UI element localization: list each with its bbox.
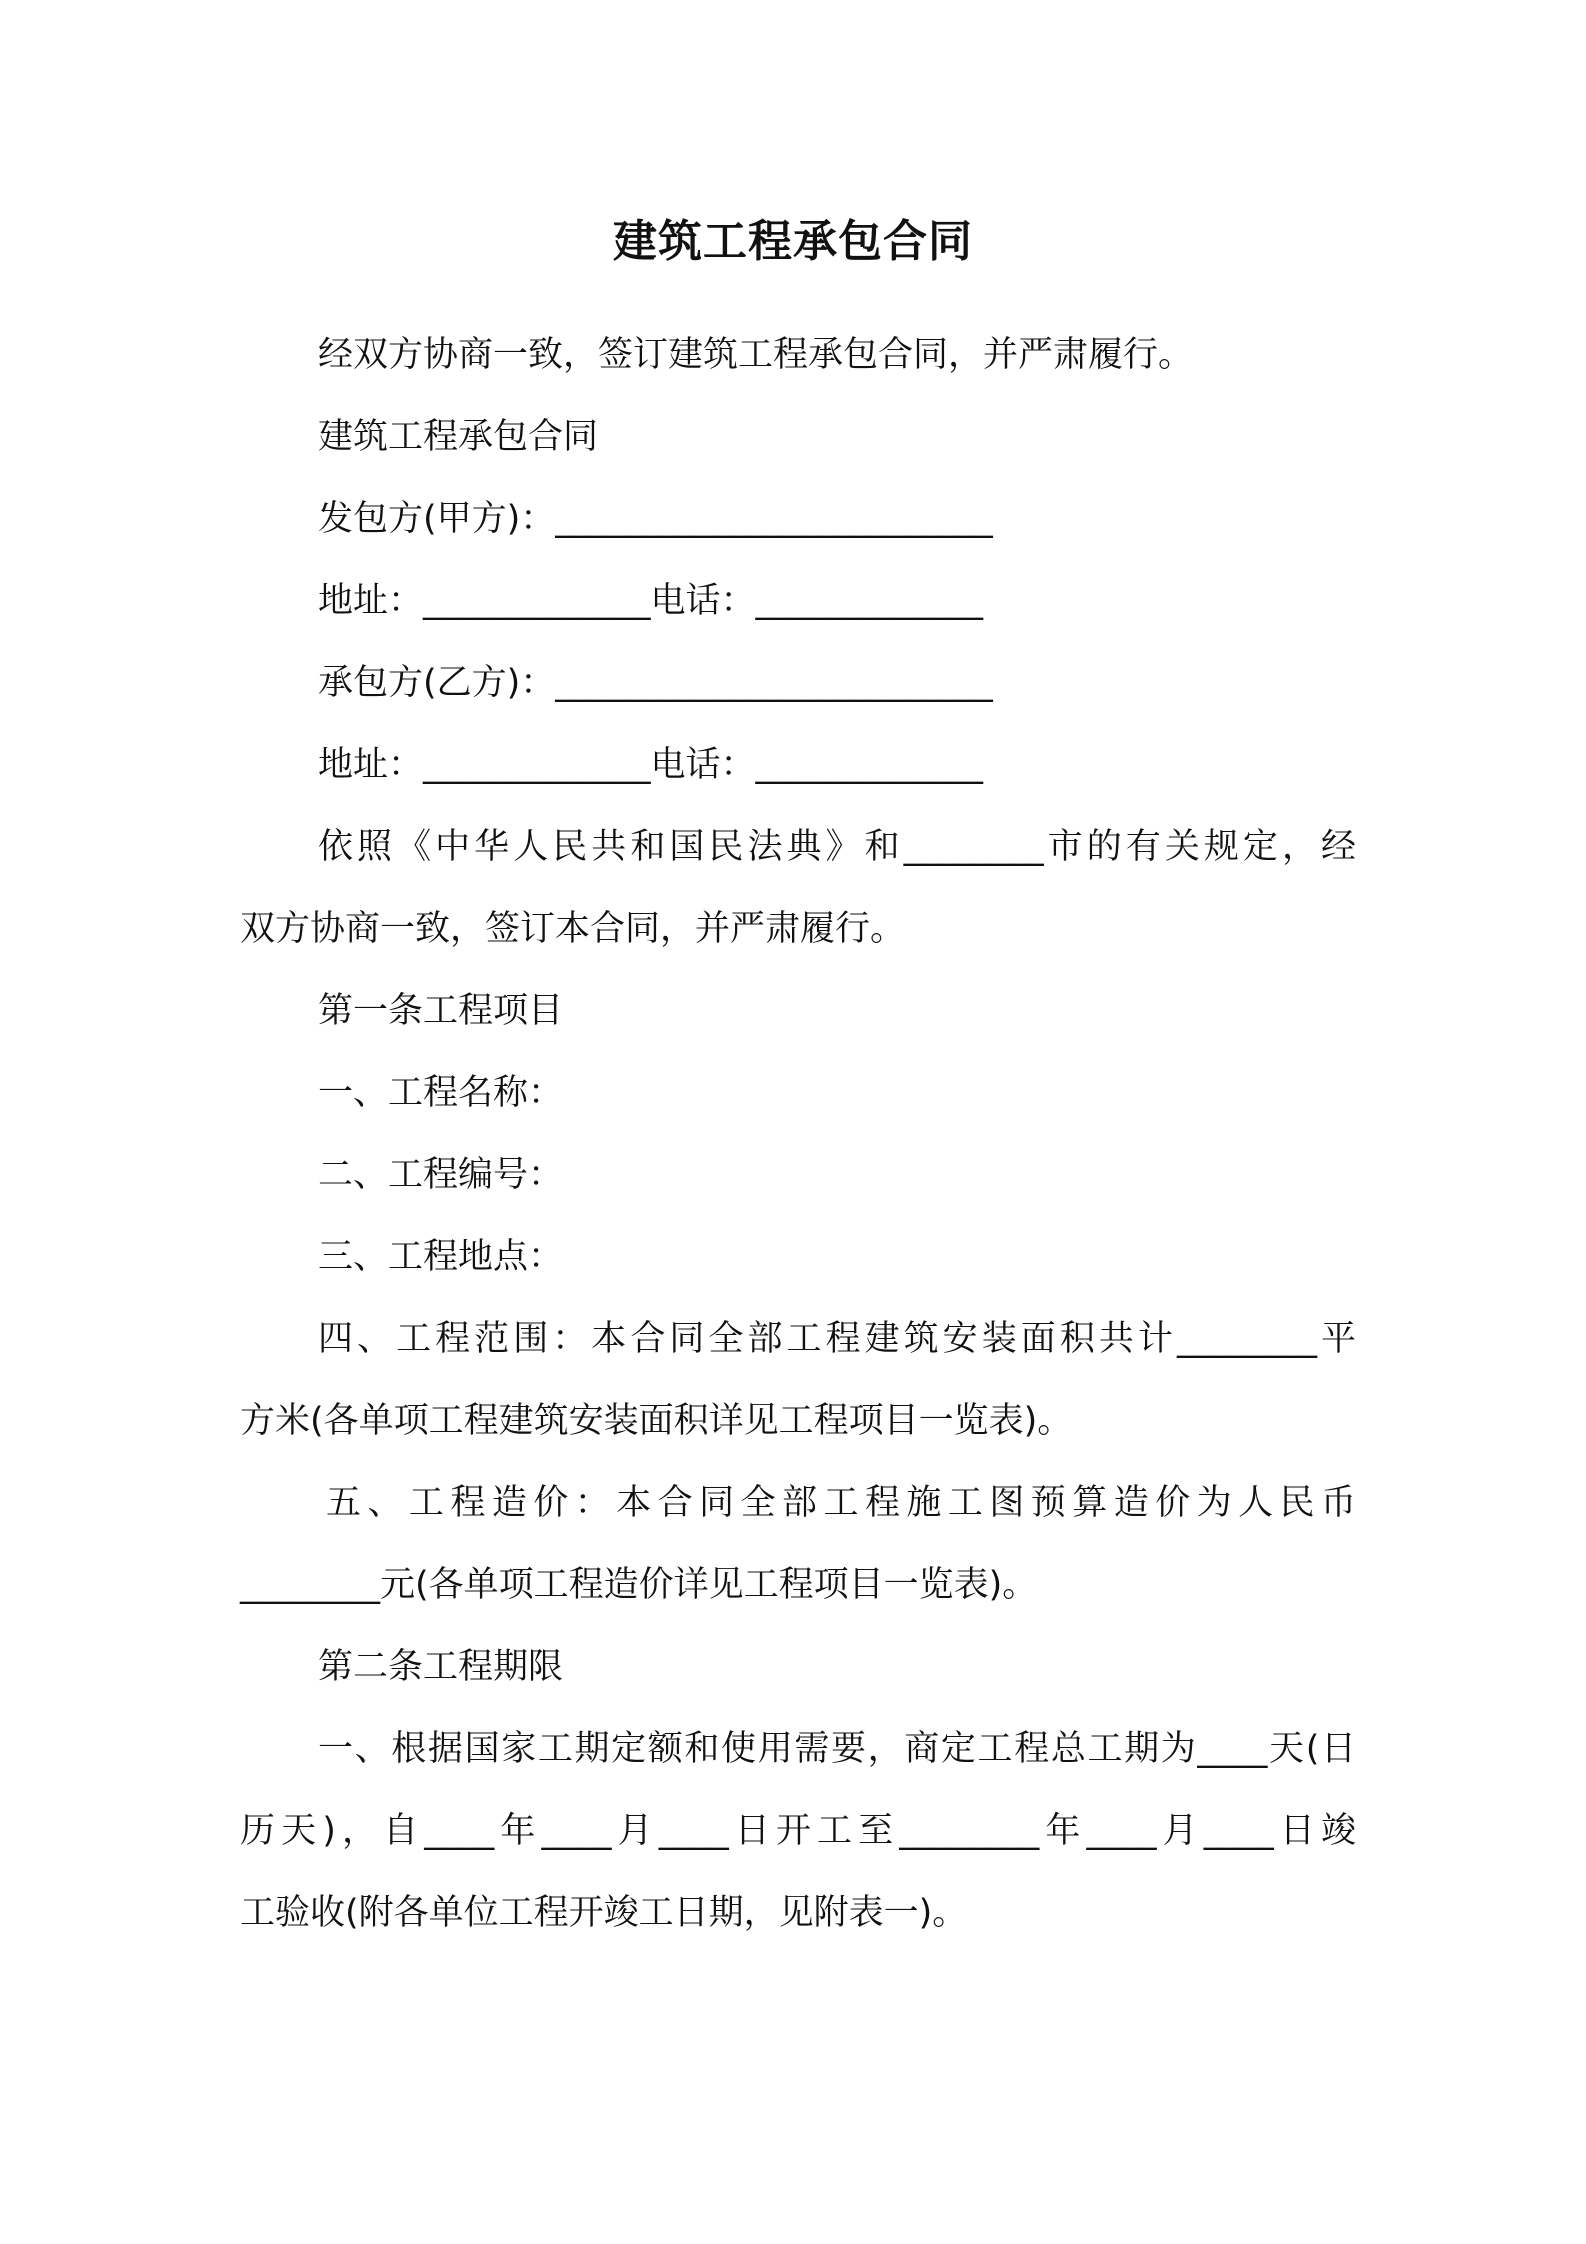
duration-line-2: 历天)，自____年____月____日开工至________年____月____日竣 bbox=[240, 1811, 1356, 1851]
contract-subtitle: 建筑工程承包合同 bbox=[318, 417, 599, 457]
article-2-heading: 第二条工程期限 bbox=[318, 1647, 564, 1687]
project-scope-line-2: 方米(各单项工程建筑安装面积详见工程项目一览表)。 bbox=[240, 1401, 1073, 1441]
duration-line-1: 一、根据国家工期定额和使用需要，商定工程总工期为____天(日 bbox=[318, 1729, 1356, 1769]
project-name-item: 一、工程名称： bbox=[318, 1073, 564, 1113]
duration-line-3: 工验收(附各单位工程开竣工日期，见附表一)。 bbox=[240, 1893, 968, 1933]
intro-paragraph: 经双方协商一致，签订建筑工程承包合同，并严肃履行。 bbox=[318, 335, 1194, 375]
project-scope-line-1: 四、工程范围：本合同全部工程建筑安装面积共计________平 bbox=[318, 1319, 1356, 1359]
party-a-field: 发包方(甲方)：_________________________ bbox=[318, 499, 993, 539]
party-b-address-phone: 地址：_____________电话：_____________ bbox=[318, 745, 984, 785]
document-title: 建筑工程承包合同 bbox=[613, 216, 973, 267]
article-1-heading: 第一条工程项目 bbox=[318, 991, 564, 1031]
legal-basis-line-1: 依照《中华人民共和国民法典》和________市的有关规定，经 bbox=[318, 827, 1356, 867]
project-number-item: 二、工程编号： bbox=[318, 1155, 564, 1195]
project-location-item: 三、工程地点： bbox=[318, 1237, 564, 1277]
party-a-address-phone: 地址：_____________电话：_____________ bbox=[318, 581, 984, 621]
project-cost-line-1: 五、工程造价：本合同全部工程施工图预算造价为人民币 bbox=[326, 1483, 1356, 1523]
party-b-field: 承包方(乙方)：_________________________ bbox=[318, 663, 993, 703]
legal-basis-line-2: 双方协商一致，签订本合同，并严肃履行。 bbox=[240, 909, 906, 949]
project-cost-line-2: ________元(各单项工程造价详见工程项目一览表)。 bbox=[240, 1565, 1038, 1605]
